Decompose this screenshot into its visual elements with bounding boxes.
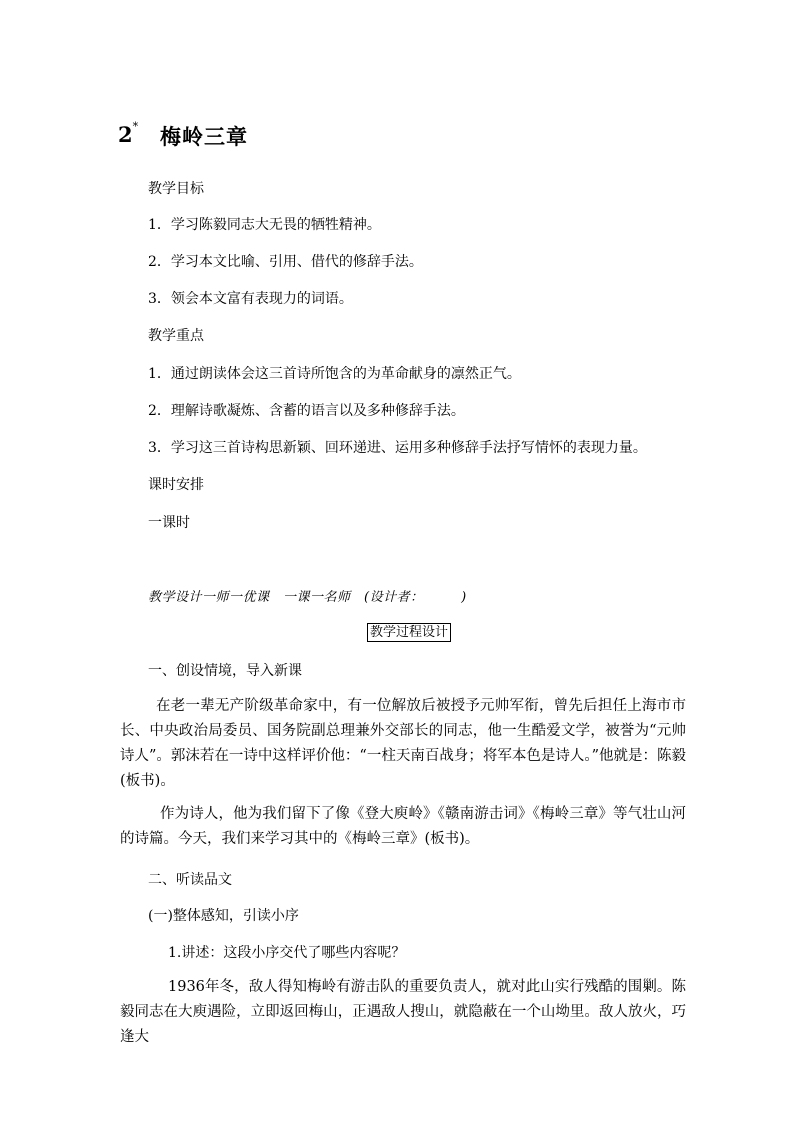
part1-heading: 一、创设情境，导入新课 (148, 663, 302, 679)
lesson-number: 2* (118, 120, 139, 147)
page-title: 梅岭三章 (160, 124, 248, 149)
focus-item: 3．学习这三首诗构思新颖、回环递进、运用多种修辞手法抒写情怀的表现力量。 (148, 440, 647, 456)
goal-item: 2．学习本文比喻、引用、借代的修辞手法。 (148, 254, 423, 270)
goal-item: 3．领会本文富有表现力的词语。 (148, 291, 353, 307)
goal-item: 1．学习陈毅同志大无畏的牺牲精神。 (148, 217, 381, 233)
schedule-value: 一课时 (148, 515, 190, 531)
part2-question: 1.讲述：这段小序交代了哪些内容呢？ (168, 945, 406, 961)
part1-paragraph-2: 作为诗人，他为我们留下了像《登大庾岭》《赣南游击词》《梅岭三章》等气壮山河的诗篇。今天，我们来学习其中的《梅岭三章》(板书)。 (120, 806, 686, 847)
part2-heading: 二、听读品文 (148, 872, 232, 888)
process-title: 教学过程设计 (367, 623, 451, 642)
focus-item: 1．通过朗读体会这三首诗所饱含的为革命献身的凛然正气。 (148, 366, 521, 382)
designer-credit: 教学设计一师一优课 一课一名师 (设计者： ) (148, 590, 467, 605)
schedule-heading: 课时安排 (148, 477, 204, 493)
optional-mark: * (132, 120, 139, 133)
focus-heading: 教学重点 (148, 328, 204, 344)
part2-paragraph: 1936年冬，敌人得知梅岭有游击队的重要负责人，就对此山实行残酷的围剿。陈毅同志在大庾遇险，立即返回梅山，正遇敌人搜山，就隐蔽在一个山坳里。敌人放火，巧逢大 (120, 979, 686, 1045)
part1-paragraph: 在老一辈无产阶级革命家中，有一位解放后被授予元帅军衔，曾先后担任上海市市长、中央政治局委员、国务院副总理兼外交部长的同志，他一生酷爱文学，被誉为“元帅诗人”。郭沫若在一诗中这样评价他：“一柱天南百战身；将军本色是诗人。”他就是：陈毅(板书)。 (120, 698, 686, 789)
focus-item: 2．理解诗歌凝炼、含蓄的语言以及多种修辞手法。 (148, 403, 465, 419)
part2-subheading: (一)整体感知，引读小序 (148, 908, 299, 924)
goals-heading: 教学目标 (148, 181, 204, 197)
